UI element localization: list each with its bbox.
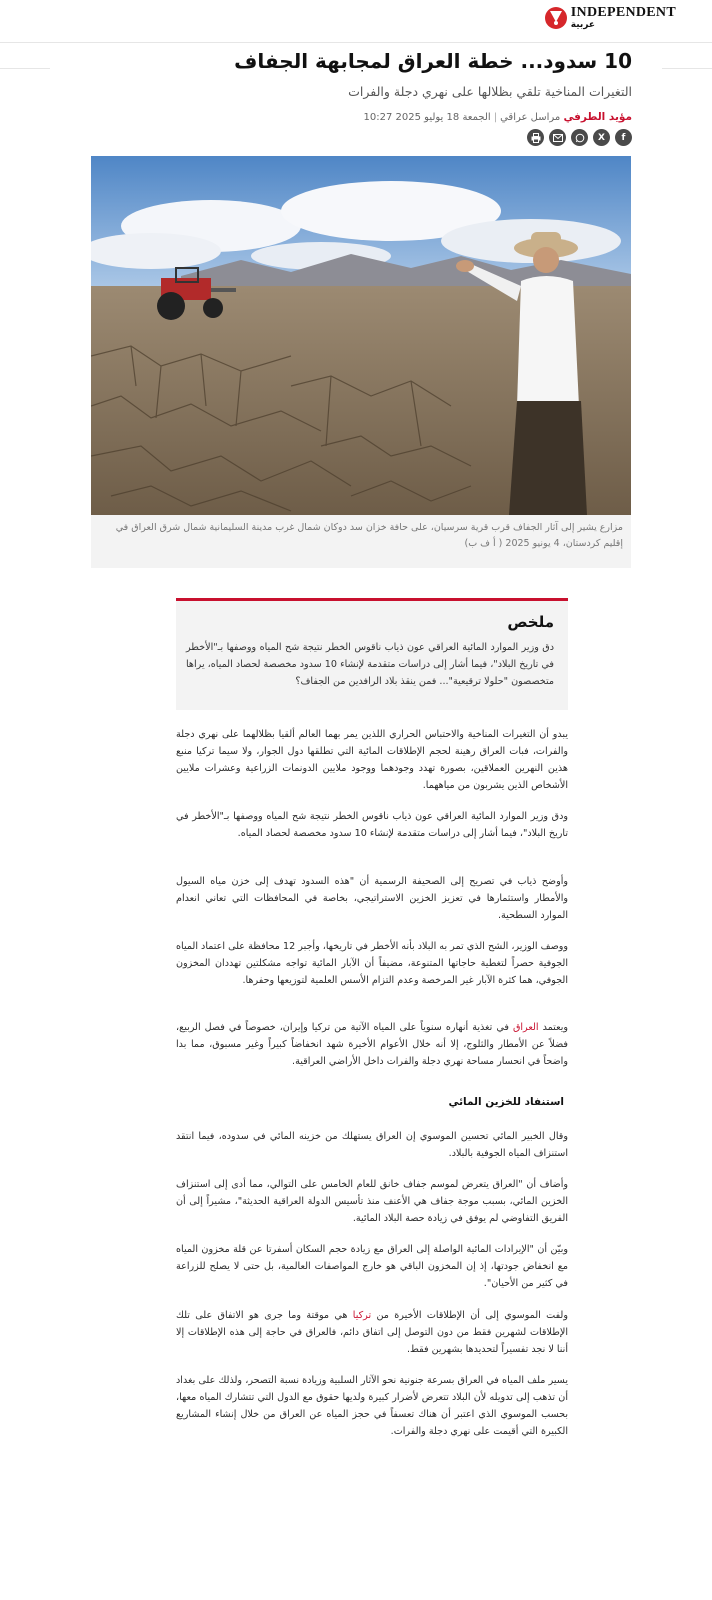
summary-text: دق وزير الموارد المائية العراقي عون ذياب ناقوس الخطر نتيجة شح المياه ووصفها بـ"الأخطر في تاريخ البلاد"، فيما أشار إلى دراسات متقدمة لإنشاء 10 سدود مخصصة لحصاد المياه، يراها متخصصون "حلولا ترقيعية"... فمن ينقذ بلاد الرافدين من الجفاف؟	[186, 642, 554, 687]
hero-figure	[91, 156, 631, 568]
summary-box	[176, 598, 568, 710]
publish-date: الجمعة 18 يوليو 2025 10:27	[363, 112, 491, 123]
body-paragraph: ودق وزير الموارد المائية العراقي عون ذياب ناقوس الخطر نتيجة شح المياه ووصفها بـ"الأخطر في تاريخ البلاد"، فيما أشار إلى دراسات متقدمة لإنشاء 10 سدود مخصصة لحصاد المياه.	[176, 811, 568, 839]
divider	[662, 68, 712, 69]
drought-field-illustration	[91, 156, 631, 515]
site-header	[0, 0, 712, 43]
site-logo[interactable]	[545, 6, 676, 30]
article-byline	[72, 111, 632, 123]
iraq-link[interactable]: العراق	[512, 1022, 539, 1033]
body-paragraph: وبيّن أن "الإيرادات المائية الواصلة إلى العراق مع زيادة حجم السكان أسفرتا عن قلة مخزون المياه مع انخفاض جودتها، إذ إن المخزون الباقي هو خارج المواصفات العالمية، بل حتى لا يصلح للزراعة في كثير من الأحيان".	[176, 1244, 568, 1289]
author-link[interactable]: مؤيد الطرفي	[563, 111, 632, 123]
eagle-logo-icon	[545, 7, 567, 29]
facebook-share-icon[interactable]: f	[615, 129, 632, 146]
body-paragraph: يسير ملف المياه في العراق بسرعة جنونية نحو الآثار السلبية وزيادة نسبة التصحر، ولذلك على بغداد أن تذهب إلى تدويله لأن البلاد تتعرض لأضرار كبيرة ولديها حقوق مع الدول التي تتشارك المياه معها، بحسب الموسوي الذي اعتبر أن هناك تعسفاً في حجز المياه عن العراق من خلال إنشاء المشاريع الكبيرة التي أقيمت على نهري دجلة والفرات.	[176, 1375, 568, 1437]
body-paragraph: وقال الخبير المائي تحسين الموسوي إن العراق يستهلك من خزينه المائي في سدوده، فيما انتقد استنزاف المياه الجوفية بالبلاد.	[176, 1131, 568, 1159]
author-role: مراسل عراقي	[500, 112, 561, 123]
logo-arabic-text: عربية	[570, 20, 596, 30]
article-subtitle: التغيرات المناخية تلقي بظلالها على نهري دجلة والفرات	[348, 84, 632, 99]
byline-separator: |	[493, 112, 498, 123]
body-paragraph: وأضاف أن "العراق يتعرض لموسم جفاف خانق للعام الخامس على التوالي، مما أدى إلى استنزاف الخزين المائي، بسبب موجة جفاف هي الأعنف منذ تأسيس الدولة العراقية الحديثة"، مشيراً إلى أن الفريق التفاوضي لم يوفق في زيادة حصة البلاد المائية.	[176, 1179, 568, 1224]
image-caption: مزارع يشير إلى آثار الجفاف قرب قرية سرسيان، على حافة خزان سد دوكان شمال غرب مدينة السليمانية شمال شرق العراق في إقليم كردستان، 4 يونيو 2025 ( أ ف ب)	[115, 522, 623, 549]
body-paragraph: وأوضح ذياب في تصريح إلى الصحيفة الرسمية أن "هذه السدود تهدف إلى خزن مياه السيول والأمطار واستثمارها في تعزيز الخزين الاستراتيجي، بخاصة في المحافظات التي تعاني انعدام الموارد السطحية.	[176, 876, 568, 921]
section-heading: استنفاد للخزين المائي	[448, 1096, 564, 1108]
body-paragraph: ويعتمد العراق في تغذية أنهاره سنوياً على المياه الآتية من تركيا وإيران، خصوصاً في فصل الربيع، فضلاً عن الأمطار والثلوج، إلا أنه خلال الأعوام الأخيرة شهد انخفاضاً كبيراً وغير مسبوق، مما بدا واضحاً في انحسار مساحة نهري دجلة والفرات داخل الأراضي العراقية.	[176, 1022, 568, 1067]
print-icon[interactable]	[527, 129, 544, 146]
whatsapp-share-icon[interactable]	[571, 129, 588, 146]
logo-english-text: INDEPENDENT	[570, 5, 676, 20]
summary-title: ملخص	[507, 613, 554, 631]
body-paragraph: ولفت الموسوي إلى أن الإطلاقات الأخيرة من تركيا هي موقتة وما جرى هو الاتفاق على تلك الإطلاقات لشهرين فقط من دون التوصل إلى اتفاق دائم، فالعراق في حاجة إلى هذه الإطلاقات إلا أننا لا نجد تفسيراً لتحديدها بشهرين فقط.	[176, 1310, 568, 1355]
article-headline: 10 سدود... خطة العراق لمجابهة الجفاف	[234, 49, 632, 73]
share-bar	[527, 129, 632, 146]
hero-photo	[91, 156, 631, 515]
x-share-icon[interactable]: X	[593, 129, 610, 146]
turkey-link[interactable]: تركيا	[352, 1310, 372, 1321]
body-paragraph: يبدو أن التغيرات المناخية والاحتباس الحراري اللذين يمر بهما العالم ألقيا بظلالهما على نهري دجلة والفرات، فبات العراق رهينة لحجم الإطلاقات المائية التي تطلقها دول الجوار، ولا سيما تركيا منبع هذين النهرين العملاقين، بصورة تهدد وجودهما ووجود ملايين الدونمات الزراعية وعشرات ملايين الأشخاص الذين يشربون من مياههما.	[176, 729, 568, 791]
divider	[0, 68, 50, 69]
body-paragraph: ووصف الوزير، الشح الذي تمر به البلاد بأنه الأخطر في تاريخها، وأجبر 12 محافظة على اعتماد المياه الجوفية حصراً لتغطية حاجاتها المتنوعة، مضيفاً أن الآبار المائية تواجه مشكلتين تهددان المخزون الجوفي، هما كثرة الآبار غير المرخصة وعدم التزام الأسس العلمية لتوزيعها وحفرها.	[176, 941, 568, 986]
email-share-icon[interactable]	[549, 129, 566, 146]
